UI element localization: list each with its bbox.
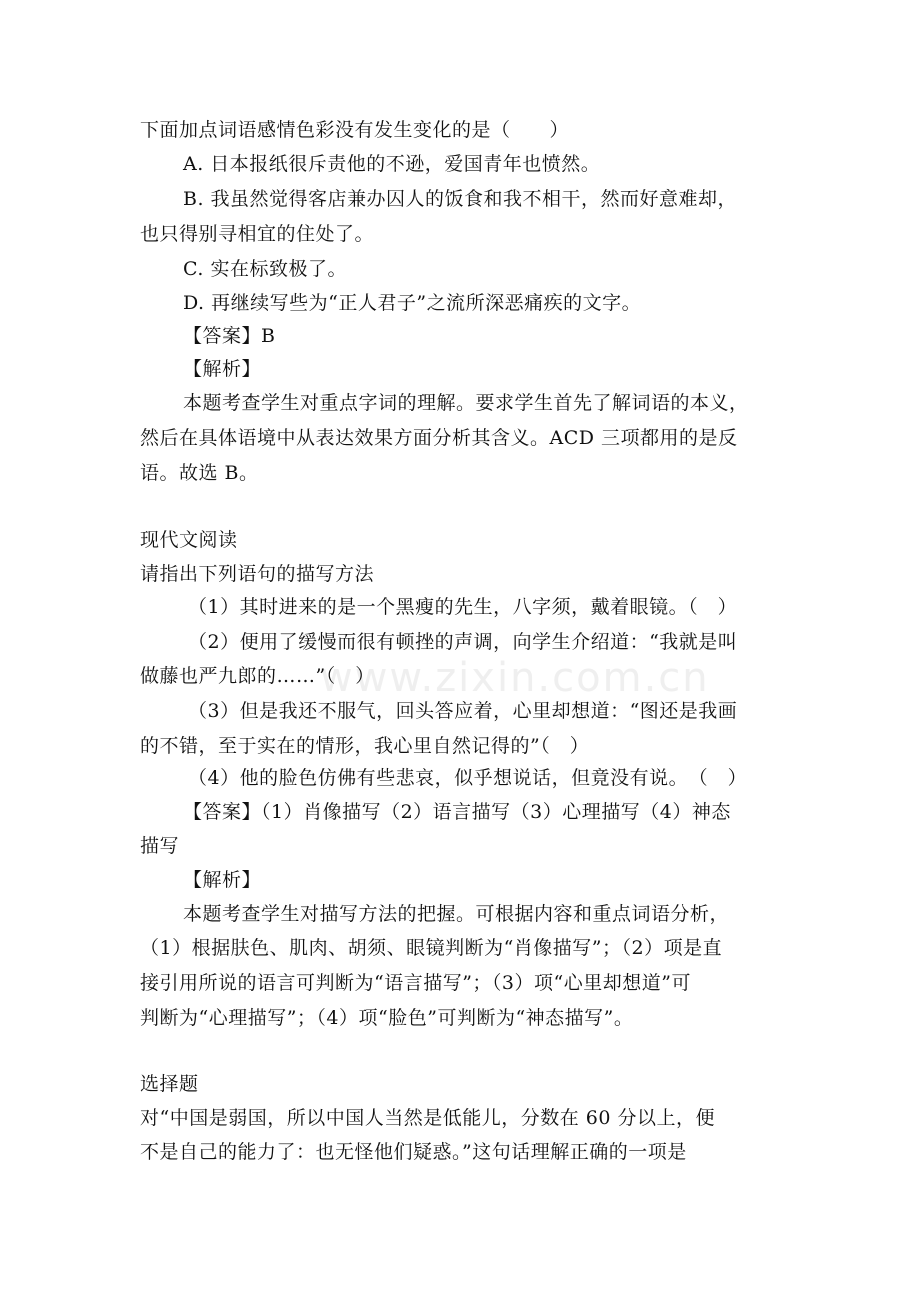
- q1-option-c: C. 实在标致极了。: [183, 258, 347, 280]
- q2-item: （3）但是我还不服气，回头答应着，心里却想道：“图还是我画: [188, 700, 738, 722]
- q1-analysis-line: 然后在具体语境中从表达效果方面分析其含义。ACD 三项都用的是反: [140, 427, 738, 449]
- watermark: www.zixin.com.cn: [320, 655, 710, 701]
- q2-answer: 【答案】（1）肖像描写（2）语言描写（3）心理描写（4）神态: [183, 801, 731, 823]
- q2-stem: 请指出下列语句的描写方法: [140, 563, 375, 585]
- q1-option-b-cont: 也只得别寻相宜的住处了。: [140, 223, 375, 245]
- q1-option-d: D. 再继续写些为“正人君子”之流所深恶痛疾的文字。: [183, 292, 642, 314]
- q2-item-cont: 的不错，至于实在的情形，我心里自然记得的”（ ）: [140, 735, 590, 757]
- q1-stem: 下面加点词语感情色彩没有发生变化的是（ ）: [140, 119, 570, 141]
- q2-answer-cont: 描写: [140, 835, 180, 857]
- q1-option-b: B. 我虽然觉得客店兼办囚人的饭食和我不相干，然而好意难却，: [183, 188, 738, 210]
- q2-analysis-label: 【解析】: [183, 869, 262, 891]
- q2-analysis-line: 接引用所说的语言可判断为“语言描写”；（3）项“心里却想道”可: [140, 972, 691, 994]
- q2-analysis-line: （1）根据肤色、肌肉、胡须、眼镜判断为“肖像描写”；（2）项是直: [140, 937, 723, 959]
- q1-analysis-line: 语。故选 B。: [140, 462, 259, 484]
- q2-section-title: 现代文阅读: [140, 529, 238, 551]
- q1-answer: 【答案】B: [183, 325, 276, 347]
- q1-analysis-label: 【解析】: [183, 358, 262, 380]
- q2-item: （4）他的脸色仿佛有些悲哀，似乎想说话，但竟没有说。 （ ）: [188, 767, 748, 789]
- q3-stem-line: 不是自己的能力了：也无怪他们疑惑。”这句话理解正确的一项是: [140, 1141, 687, 1163]
- q2-item: （2）便用了缓慢而很有顿挫的声调，向学生介绍道：“我就是叫: [188, 631, 738, 653]
- q3-stem-line: 对“中国是弱国，所以中国人当然是低能儿，分数在 60 分以上，便: [140, 1107, 715, 1129]
- q1-option-a: A. 日本报纸很斥责他的不逊，爱国青年也愤然。: [183, 153, 601, 175]
- q2-analysis-line: 判断为“心理描写”；（4）项“脸色”可判断为“神态描写”。: [140, 1007, 634, 1029]
- q2-item-cont: 做藤也严九郎的……”（ ）: [140, 665, 375, 687]
- q2-item: （1）其时进来的是一个黑瘦的先生，八字须，戴着眼镜。（ ）: [188, 596, 738, 618]
- q2-analysis-line: 本题考查学生对描写方法的把握。可根据内容和重点词语分析，: [183, 903, 730, 925]
- q3-section-title: 选择题: [140, 1073, 199, 1095]
- q1-analysis-line: 本题考查学生对重点字词的理解。要求学生首先了解词语的本义，: [183, 392, 749, 414]
